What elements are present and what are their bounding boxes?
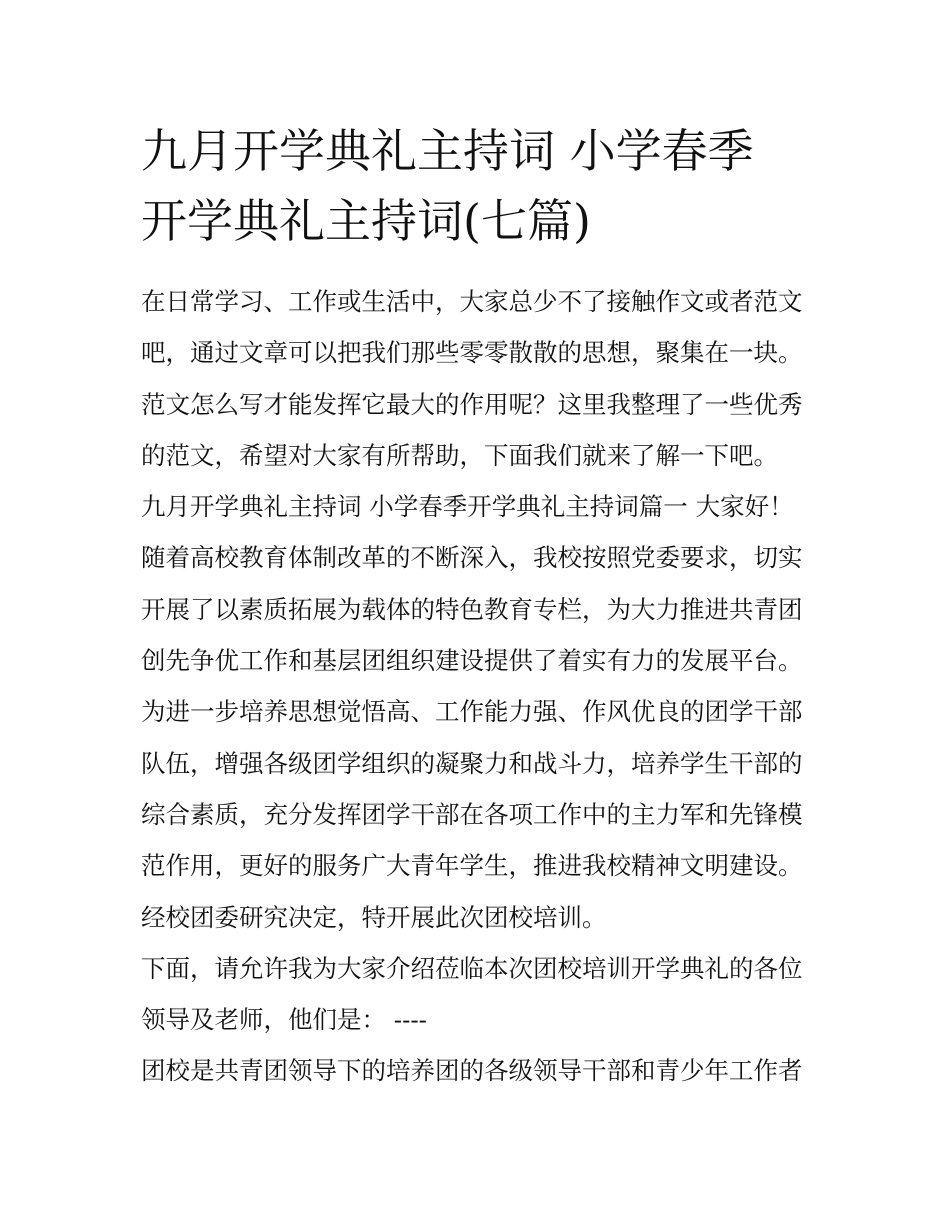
paragraph-introduce-guests [141,943,831,1046]
text-line: 队伍，增强各级团学组织的凝聚力和战斗力，培养学生干部的 [141,748,803,778]
text-line: 九月开学典礼主持词 小学春季开学典礼主持词篇一 大家好！ [141,492,794,522]
document-title [141,116,821,256]
text-line: 经校团委研究决定，特开展此次团校培训。 [141,902,607,932]
document-body [141,276,831,1097]
text-line: 随着高校教育体制改革的不断深入，我校按照党委要求，切实 [141,543,803,573]
text-line: 的范文，希望对大家有所帮助，下面我们就来了解一下吧。 [141,440,778,470]
text-line: 范作用，更好的服务广大青年学生，推进我校精神文明建设。 [141,851,803,881]
paragraph-background [141,532,831,942]
text-line: 团校是共青团领导下的培养团的各级领导干部和青少年工作者 [141,1056,803,1086]
text-line: 创先争优工作和基层团组织建设提供了着实有力的发展平台。 [141,646,803,676]
text-line: 下面，请允许我为大家介绍莅临本次团校培训开学典礼的各位 [141,953,803,983]
text-line: 在日常学习、工作或生活中，大家总少不了接触作文或者范文 [141,287,803,316]
text-line: 为进一步培养思想觉悟高、工作能力强、作风优良的团学干部 [141,697,803,727]
text-line: 综合素质，充分发挥团学干部在各项工作中的主力军和先锋模 [141,799,803,829]
title-line: 九月开学典礼主持词 小学春季 [141,124,754,178]
paragraph-section-heading [141,481,831,532]
text-line: 开展了以素质拓展为载体的特色教育专栏，为大力推进共青团 [141,594,803,624]
text-line: 吧，通过文章可以把我们那些零零散散的思想，聚集在一块。 [141,338,803,368]
text-line: 范文怎么写才能发挥它最大的作用呢？这里我整理了一些优秀 [141,389,803,419]
title-line: 开学典礼主持词(七篇) [141,194,591,248]
paragraph-school-description [141,1045,831,1096]
text-line: 领导及老师，他们是： ---- [141,1005,427,1035]
paragraph-intro [141,276,831,481]
